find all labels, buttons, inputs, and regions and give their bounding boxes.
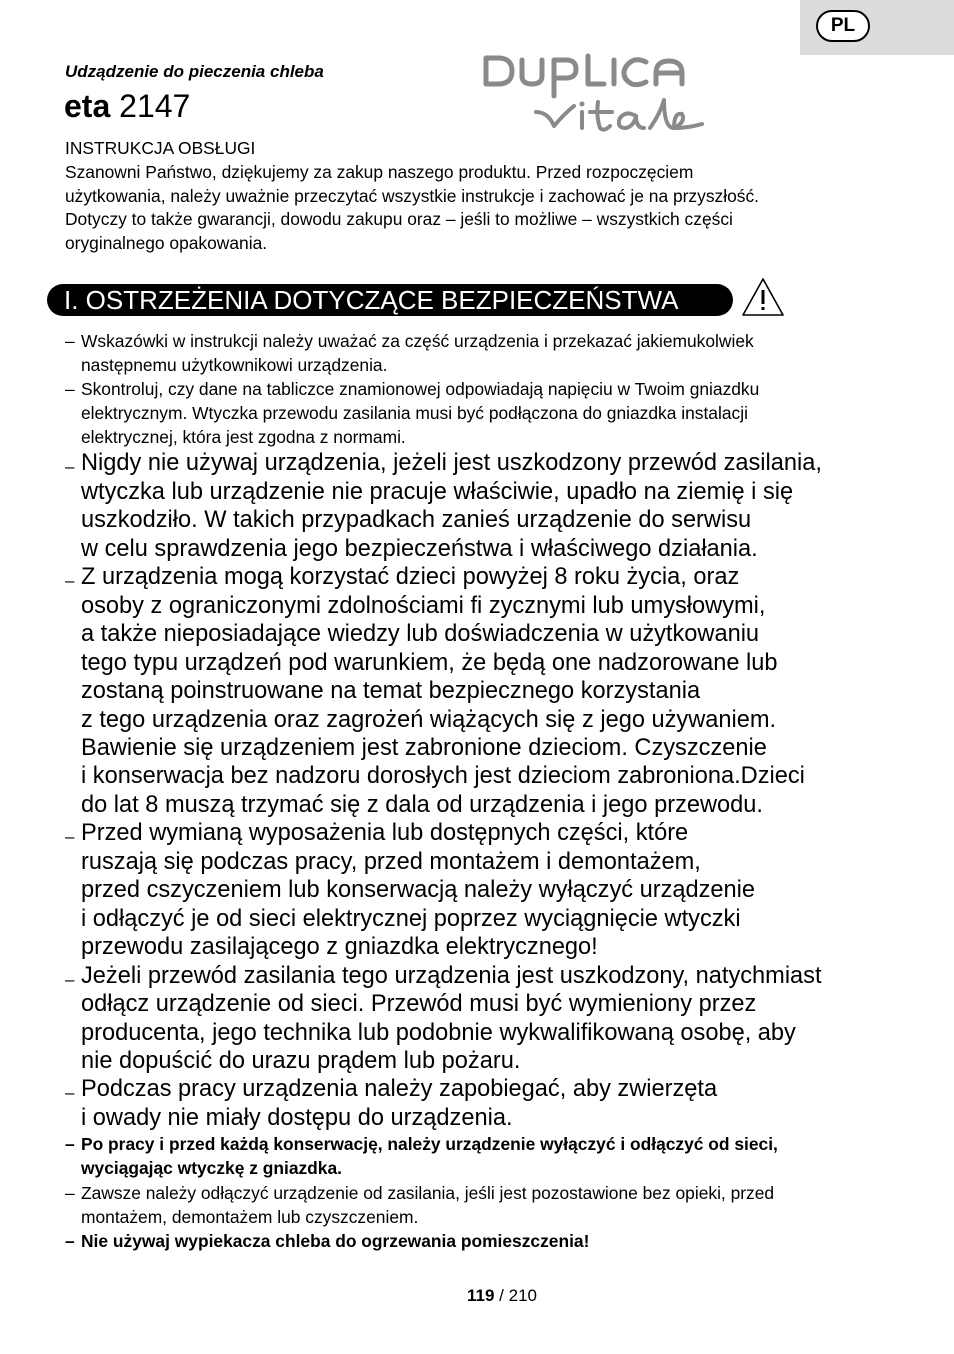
list-item-line: z tego urządzenia oraz zagrożeń wiążących się z jego używaniem. [81, 706, 777, 733]
list-item-line: elektrycznym. Wtyczka przewodu zasilania musi być podłączona do gniazdka instalacji [81, 403, 748, 424]
list-item [65, 962, 915, 1076]
list-item-line: Zawsze należy odłączyć urządzenie od zasilania, jeśli jest pozostawione bez opieki, przed [81, 1182, 775, 1203]
intro-block [65, 137, 925, 256]
warning-triangle-icon [740, 276, 786, 318]
list-item-line: do lat 8 muszą trzymać się z dala od urządzenia i jego przewodu. [81, 791, 763, 818]
list-item [65, 1075, 915, 1132]
safety-warnings-list [65, 329, 915, 1253]
list-item-line: i odłączyć je od sieci elektrycznej poprzez wyciągnięcie wtyczki [81, 905, 741, 932]
dash-bullet: – [65, 1230, 75, 1251]
list-item-line: przewodu zasilającego z gniazdka elektrycznego! [81, 934, 598, 961]
list-item-line: w celu sprawdzenia jego bezpieczeństwa i właściwego działania. [81, 535, 758, 562]
dash-bullet: – [65, 1134, 75, 1155]
duplica-vital-logo [478, 44, 718, 136]
page-separator: / [499, 1286, 504, 1305]
list-item-line: Przed wymianą wyposażenia lub dostępnych części, które [81, 820, 689, 847]
list-item-line: przed cszyczeniem lub konserwacją należy wyłączyć urządzenie [81, 877, 756, 904]
intro-line: użytkowania, należy uważnie przeczytać wszystkie instrukcje i zachować je na przyszłość. [65, 185, 759, 206]
list-item-line: elektrycznej, która jest zgodna z normami. [81, 427, 406, 448]
list-item-line: Skontroluj, czy dane na tabliczce znamionowej odpowiadają napięciu w Twoim gniazdku [81, 379, 760, 400]
model-number: 2147 [119, 88, 191, 124]
list-item [65, 377, 915, 449]
page-footer [0, 1286, 954, 1306]
list-item-line: wtyczka lub urządzenie nie pracuje właściwie, upadło na ziemię i się [81, 478, 794, 505]
section-heading: I. OSTRZEŻENIA DOTYCZĄCE BEZPIECZEŃSTWA [47, 284, 733, 316]
list-item-line: zostaną poinstruowane na temat bezpiecznego korzystania [81, 678, 701, 705]
list-item-line: tego typu urządzeń pod warunkiem, że będą one nadzorowane lub [81, 649, 778, 676]
list-item-line: Jeżeli przewód zasilania tego urządzenia jest uszkodzony, natychmiast [81, 962, 822, 989]
product-subtitle: Udządzenie do pieczenia chleba [65, 62, 324, 81]
list-item-line: montażem, demontażem lub czyszczeniem. [81, 1206, 419, 1227]
list-item-line: Po pracy i przed każdą konserwację, należy urządzenie wyłączyć i odłączyć od sieci, [81, 1134, 778, 1155]
list-item [65, 1132, 915, 1180]
intro-line: Dotyczy to także gwarancji, dowodu zakupu oraz – jeśli to możliwe – wszystkich części [65, 209, 733, 230]
list-item [65, 819, 915, 961]
list-item-line: producenta, jego technika lub podobnie wykwalifikowaną osobę, aby [81, 1019, 796, 1046]
list-item-line: Nigdy nie używaj urządzenia, jeżeli jest uszkodzony przewód zasilania, [81, 450, 822, 477]
intro-line: oryginalnego opakowania. [65, 233, 268, 254]
list-item-line: odłącz urządzenie od sieci. Przewód musi być wymieniony przez [81, 991, 757, 1018]
language-tab [800, 0, 954, 55]
list-item-line: Wskazówki w instrukcji należy uważać za część urządzenia i przekazać jakiemukolwiek [81, 331, 754, 351]
list-item-line: Bawienie się urządzeniem jest zabronione dzieciom. Czyszczenie [81, 735, 767, 761]
list-item-line: Podczas pracy urządzenia należy zapobiegać, aby zwierzęta [81, 1076, 718, 1103]
dash-bullet: – [65, 457, 75, 477]
brand-name: eta [64, 88, 111, 124]
dash-bullet: – [65, 379, 75, 400]
list-item-line: Nie używaj wypiekacza chleba do ogrzewania pomieszczenia! [81, 1230, 590, 1251]
list-item-line: ruszają się podczas pracy, przed montażem i demontażem, [81, 848, 701, 875]
model-title [64, 86, 190, 126]
intro-line: Szanowni Państwo, dziękujemy za zakup naszego produktu. Przed rozpoczęciem [65, 161, 694, 182]
list-item [65, 329, 915, 377]
total-pages: 210 [508, 1286, 537, 1305]
dash-bullet: – [65, 827, 75, 847]
dash-bullet: – [65, 571, 75, 591]
current-page-number: 119 [466, 1286, 495, 1305]
dash-bullet: – [65, 969, 75, 989]
list-item-line: a także nieposiadające wiedzy lub doświadczenia w użytkowaniu [81, 621, 760, 648]
list-item-line: Z urządzenia mogą korzystać dzieci powyżej 8 roku życia, oraz [81, 564, 740, 591]
dash-bullet: – [65, 331, 75, 351]
list-item [65, 563, 915, 819]
intro-heading: INSTRUKCJA OBSŁUGI [65, 138, 256, 158]
list-item [65, 1229, 915, 1253]
list-item [65, 449, 915, 563]
list-item-line: osoby z ograniczonymi zdolnościami fi zycznymi lub umysłowymi, [81, 592, 766, 619]
list-item-line: wyciągając wtyczkę z gniazdka. [81, 1158, 342, 1179]
list-item-line: i owady nie miały dostępu do urządzenia. [81, 1104, 513, 1131]
list-item [65, 1181, 915, 1229]
list-item-line: nie dopuścić do urazu prądem lub pożaru. [81, 1047, 521, 1074]
dash-bullet: – [65, 1182, 75, 1203]
dash-bullet: – [65, 1083, 75, 1103]
list-item-line: uszkodziło. W takich przypadkach zanieś urządzenie do serwisu [81, 507, 752, 534]
list-item-line: następnemu użytkownikowi urządzenia. [81, 355, 388, 376]
language-badge: PL [816, 10, 870, 42]
list-item-line: i konserwacja bez nadzoru dorosłych jest dzieciom zabroniona.Dzieci [81, 763, 805, 790]
